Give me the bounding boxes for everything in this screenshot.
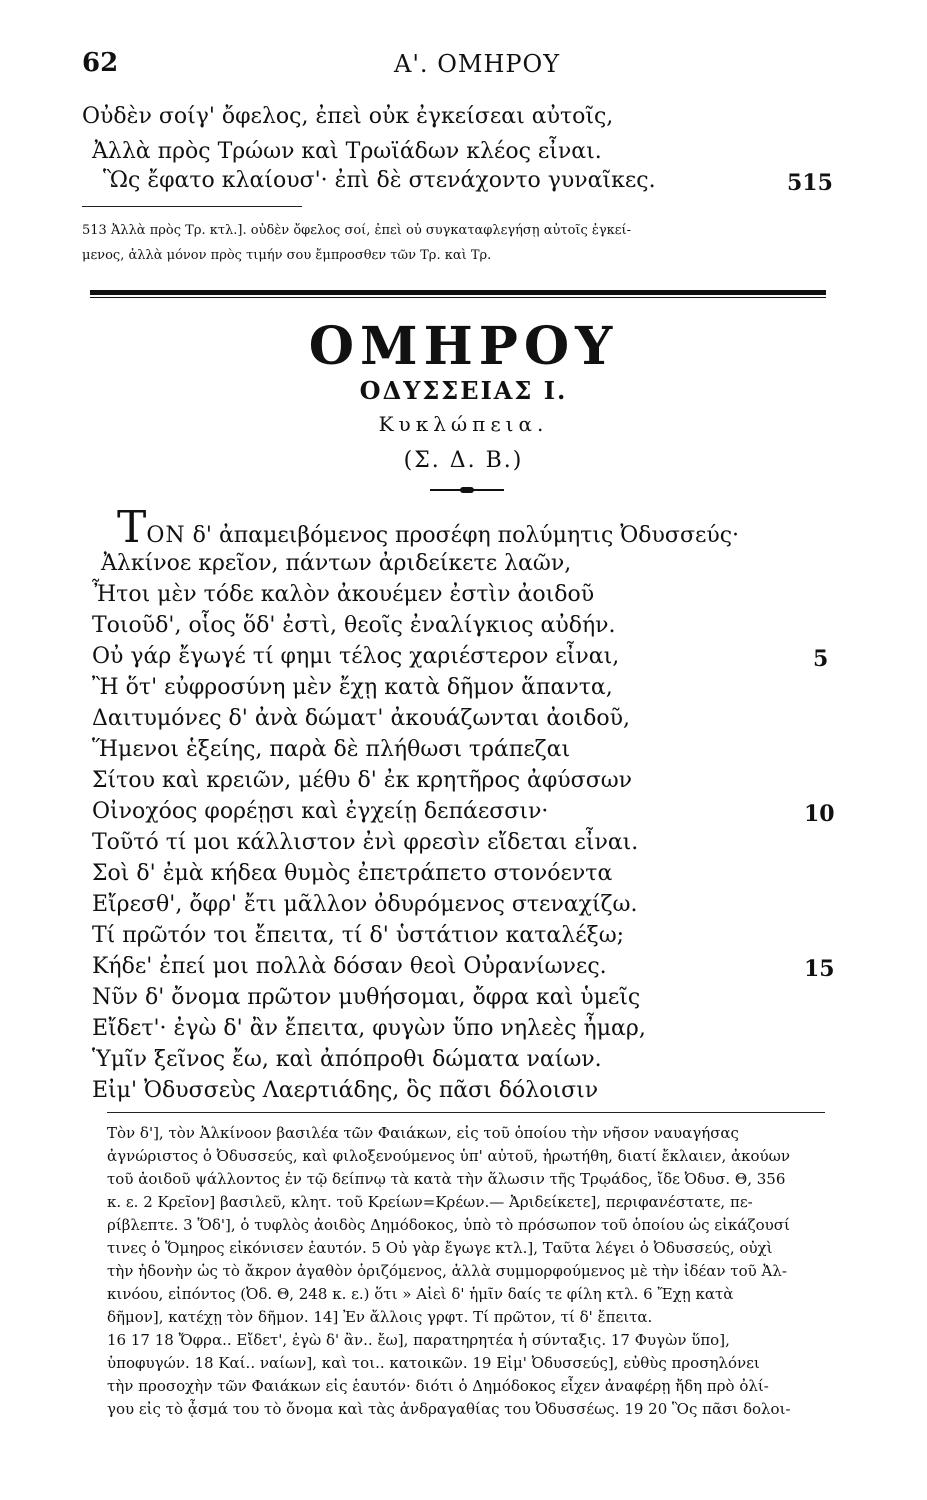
verse-line: Τοῦτό τί μοι κάλλιστον ἐνὶ φρεσὶν εἴδεται εἶναι. [92, 830, 639, 855]
footnote-line: κ. ε. 2 Κρεῖον] βασιλεῦ, κλητ. τοῦ Κρείων=Κρέων.— Ἀριδείκετε], περιφανέστατε, πε- [107, 1193, 753, 1211]
page-number: 62 [82, 48, 119, 78]
first-verse-text: δ' ἀπαμειβόμενος προσέφη πολύμητις Ὀδυσσεύς· [192, 523, 740, 548]
footnote-line: τοῦ ἀοιδοῦ ψάλλοντος ἐν τῷ δείπνῳ τὰ κατὰ τὴν ἅλωσιν τῆς Τρῳάδος, ἴδε Ὀδυσ. Θ, 356 [107, 1170, 786, 1188]
verse-line: Ὑμῖν ξεῖνος ἔω, καὶ ἀπόπροθι δώματα ναίων. [92, 1047, 602, 1072]
verse-line: Ἥμενοι ἑξείης, παρὰ δὲ πλήθωσι τράπεζαι [92, 737, 571, 762]
footnote-line: γου εἰς τὸ ᾆσμά του τὸ ὄνομα καὶ τὰς ἀνδραγαθίας του Ὀδυσσέως. 19 20 Ὃς πᾶσι δολοι- [107, 1400, 791, 1418]
verse-line: Σοὶ δ' ἐμὰ κήδεα θυμὸς ἐπετράπετο στονόεντα [92, 861, 613, 886]
line-number: 5 [813, 646, 829, 672]
first-word: ΟΝ [146, 523, 186, 548]
verse-line: Εἰμ' Ὀδυσσεὺς Λαερτιάδης, ὃς πᾶσι δόλοισιν [92, 1078, 599, 1103]
first-verse-line [117, 502, 740, 553]
verse-line: Κήδε' ἐπεί μοι πολλὰ δόσαν θεοὶ Οὐρανίωνες. [92, 954, 607, 979]
section-rule [90, 290, 826, 295]
verse-line: Τί πρῶτόν τοι ἔπειτα, τί δ' ὑστάτιον καταλέξω; [92, 923, 625, 948]
footnote-line: τὴν προσοχὴν τῶν Φαιάκων εἰς ἑαυτόν· διότι ὁ Δημόδοκος εἶχεν ἀναφέρῃ ἤδη πρὸ ὀλί- [107, 1377, 769, 1395]
running-title: Α'. ΟΜΗΡΟΥ [394, 50, 561, 78]
footnote-line: ἀγνώριστος ὁ Ὀδυσσεύς, καὶ φιλοξενούμενος ὑπ' αὐτοῦ, ἠρωτήθη, διατί ἔκλαιεν, ἀκούων [107, 1147, 790, 1165]
verse-line: Σίτου καὶ κρειῶν, μέθυ δ' ἐκ κρητῆρος ἀφύσσων [92, 768, 633, 793]
episode-title: Κυκλώπεια. [378, 412, 549, 436]
footnote-line: μενος, ἀλλὰ μόνον πρὸς τιμήν σου ἔμπροσθεν τῶν Τρ. καὶ Τρ. [82, 248, 492, 263]
verse-line: Ἦτοι μὲν τόδε καλὸν ἀκουέμεν ἐστὶν ἀοιδοῦ [92, 582, 595, 607]
book-subtitle: ΟΔΥΣΣΕΙΑΣ Ι. [359, 376, 568, 405]
book-title: ΟΜΗΡΟΥ [308, 316, 619, 377]
verse-line: Ἢ ὅτ' εὐφροσύνη μὲν ἔχῃ κατὰ δῆμον ἅπαντα, [92, 675, 613, 700]
footnote-divider [107, 1112, 825, 1113]
footnote-divider [82, 206, 302, 207]
line-number: 515 [787, 170, 833, 196]
verse-line: Νῦν δ' ὄνομα πρῶτον μυθήσομαι, ὄφρα καὶ ὑμεῖς [92, 985, 641, 1010]
line-number: 10 [804, 801, 835, 827]
footnote-line: τὴν ἡδονὴν ὡς τὸ ἄκρον ἀγαθὸν ὁριζόμενος, ἀλλὰ συμμορφούμενος μὲ τὴν ἰδέαν τοῦ Ἀλ- [107, 1262, 787, 1280]
footnote-line: ὑποφυγών. 18 Καί.. ναίων], καὶ τοι.. κατοικῶν. 19 Εἰμ' Ὀδυσσεύς], εὐθὺς προσηλόνει [107, 1354, 760, 1372]
drop-cap: Τ [117, 502, 147, 553]
verse-line: Οὐ γάρ ἔγωγέ τί φημι τέλος χαριέστερον εἶναι, [92, 644, 620, 669]
footnote-line: 16 17 18 Ὄφρα.. Εἴδετ', ἐγὼ δ' ἂν.. ἔω], παρατηρητέα ἡ σύνταξις. 17 Φυγὼν ὕπο], [107, 1331, 730, 1349]
line-number: 15 [804, 956, 835, 982]
verse-line: Οὐδὲν σοίγ' ὄφελος, ἐπεὶ οὐκ ἐγκείσεαι αὐτοῖς, [82, 104, 614, 129]
footnote-line: 513 Ἀλλὰ πρὸς Τρ. κτλ.]. οὐδὲν ὄφελος σοί, ἐπεὶ οὐ συγκαταφλεγήσῃ αὐτοῖς ἐγκεί- [82, 223, 632, 238]
verse-line: Οἰνοχόος φορέῃσι καὶ ἐγχείῃ δεπάεσσιν· [92, 799, 549, 824]
ornament-divider [430, 488, 504, 492]
footnote-line: τινες ὁ Ὅμηρος εἰκόνισεν ἑαυτόν. 5 Οὐ γὰρ ἔγωγε κτλ.], Ταῦτα λέγει ὁ Ὀδυσσεύς, οὐχὶ [107, 1239, 773, 1257]
verse-line: Δαιτυμόνες δ' ἀνὰ δώματ' ἀκουάζωνται ἀοιδοῦ, [92, 706, 631, 731]
verse-line: Ὣς ἔφατο κλαίουσ'· ἐπὶ δὲ στενάχοντο γυναῖκες. [103, 168, 656, 193]
footnote-line: δῆμον], κατέχῃ τὸν δῆμον. 14] Ἐν ἄλλοις γρφτ. Τί πρῶτον, τί δ' ἔπειτα. [107, 1308, 653, 1326]
footnote-line: ρίβλεπτε. 3 Ὅδ'], ὁ τυφλὸς ἀοιδὸς Δημόδοκος, ὑπὸ τὸ πρόσωπον τοῦ ὁποίου ὡς εἰκάζουσί [107, 1216, 790, 1234]
verse-line: Εἴδετ'· ἐγὼ δ' ἂν ἔπειτα, φυγὼν ὕπο νηλεὲς ἦμαρ, [92, 1016, 646, 1041]
verse-line: Ἀλλὰ πρὸς Τρώων καὶ Τρωϊάδων κλέος εἶναι. [92, 139, 602, 164]
footnote-line: Τὸν δ'], τὸν Ἀλκίνοον βασιλέα τῶν Φαιάκων, εἰς τοῦ ὁποίου τὴν νῆσον ναυαγήσας [107, 1124, 739, 1142]
verse-line: Τοιοῦδ', οἷος ὅδ' ἐστὶ, θεοῖς ἐναλίγκιος αὐδήν. [92, 613, 616, 638]
edition-mark: (Σ. Δ. Β.) [403, 448, 524, 473]
section-rule-thin [90, 297, 826, 298]
footnote-line: κινόου, εἰπόντος (Ὀδ. Θ, 248 κ. ε.) ὅτι » Αἰεὶ δ' ἡμῖν δαίς τε φίλη κτλ. 6 Ἔχῃ κατὰ [107, 1285, 734, 1303]
verse-line: Ἀλκίνοε κρεῖον, πάντων ἀριδείκετε λαῶν, [101, 551, 572, 576]
verse-line: Εἴρεσθ', ὄφρ' ἔτι μᾶλλον ὀδυρόμενος στεναχίζω. [92, 892, 638, 917]
